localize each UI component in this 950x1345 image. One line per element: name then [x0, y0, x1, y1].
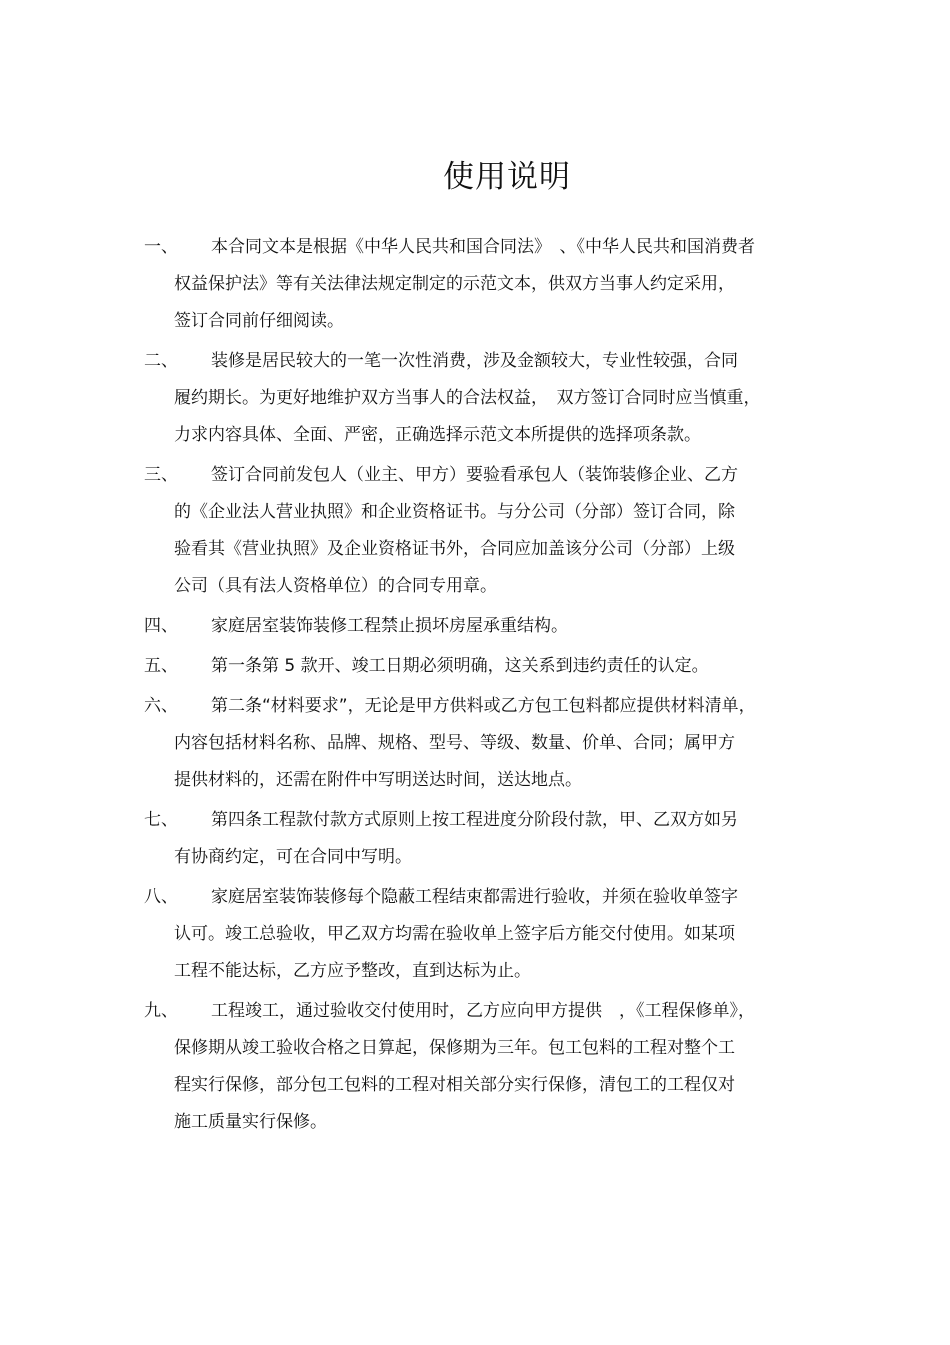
item-text-line: 内容包括材料名称、品牌、规格、型号、等级、数量、价单、合同；属甲方 — [174, 733, 735, 753]
item-text-line: 家庭居室装饰装修每个隐蔽工程结束都需进行验收，并须在验收单签字 — [211, 887, 738, 907]
instruction-item — [0, 343, 950, 454]
item-number: 二、 — [144, 351, 178, 371]
item-text-line: 施工质量实行保修。 — [174, 1112, 327, 1132]
item-text-line: 力求内容具体、全面、严密，正确选择示范文本所提供的选择项条款。 — [174, 425, 701, 445]
instruction-item — [0, 802, 950, 876]
item-text-line: 本合同文本是根据《中华人民共和国合同法》 、《中华人民共和国消费者 — [211, 237, 755, 257]
item-number: 三、 — [144, 465, 178, 485]
item-text-line: 第二条“材料要求”，无论是甲方供料或乙方包工包料都应提供材料清单， — [211, 696, 756, 716]
item-text-line: 公司（具有法人资格单位）的合同专用章。 — [174, 576, 497, 596]
item-text-line: 提供材料的，还需在附件中写明送达时间，送达地点。 — [174, 770, 582, 790]
item-text-line: 有协商约定，可在合同中写明。 — [174, 847, 412, 867]
document-title: 使用说明 — [443, 159, 571, 195]
instruction-item — [0, 993, 950, 1141]
item-text-line: 验看其《营业执照》及企业资格证书外，合同应加盖该分公司（分部）上级 — [174, 539, 735, 559]
item-text-line: 权益保护法》等有关法律法规定制定的示范文本，供双方当事人约定采用， — [174, 274, 735, 294]
item-text-line: 工程竣工，通过验收交付使用时，乙方应向甲方提供 ，《工程保修单》， — [211, 1001, 755, 1021]
item-text-line: 保修期从竣工验收合格之日算起，保修期为三年。包工包料的工程对整个工 — [174, 1038, 735, 1058]
item-text-line: 工程不能达标，乙方应予整改，直到达标为止。 — [174, 961, 531, 981]
instruction-item — [0, 608, 950, 645]
item-number: 五、 — [144, 656, 178, 676]
instruction-list — [0, 229, 950, 1144]
item-text-line: 第四条工程款付款方式原则上按工程进度分阶段付款，甲、乙双方如另 — [211, 810, 738, 830]
item-text-line: 签订合同前仔细阅读。 — [174, 311, 344, 331]
item-text-line: 装修是居民较大的一笔一次性消费，涉及金额较大，专业性较强，合同 — [211, 351, 738, 371]
instruction-item — [0, 229, 950, 340]
item-text-line: 认可。竣工总验收，甲乙双方均需在验收单上签字后方能交付使用。如某项 — [174, 924, 735, 944]
item-text-line: 的《企业法人营业执照》和企业资格证书。与分公司（分部）签订合同，除 — [174, 502, 735, 522]
item-number: 一、 — [144, 237, 178, 257]
item-number: 七、 — [144, 810, 178, 830]
item-text-line: 家庭居室装饰装修工程禁止损坏房屋承重结构。 — [211, 616, 568, 636]
item-number: 六、 — [144, 696, 178, 716]
item-text-line: 程实行保修，部分包工包料的工程对相关部分实行保修，清包工的工程仅对 — [174, 1075, 735, 1095]
item-number: 八、 — [144, 887, 178, 907]
item-text-line: 签订合同前发包人（业主、甲方）要验看承包人（装饰装修企业、乙方 — [211, 465, 738, 485]
item-number: 四、 — [144, 616, 178, 636]
instruction-item — [0, 688, 950, 799]
item-text-line: 第一条第 5 款开、竣工日期必须明确，这关系到违约责任的认定。 — [211, 656, 709, 676]
instruction-item — [0, 879, 950, 990]
instruction-item — [0, 648, 950, 685]
item-text-line: 履约期长。为更好地维护双方当事人的合法权益， 双方签订合同时应当慎重， — [174, 388, 761, 408]
instruction-item — [0, 457, 950, 605]
item-number: 九、 — [144, 1001, 178, 1021]
